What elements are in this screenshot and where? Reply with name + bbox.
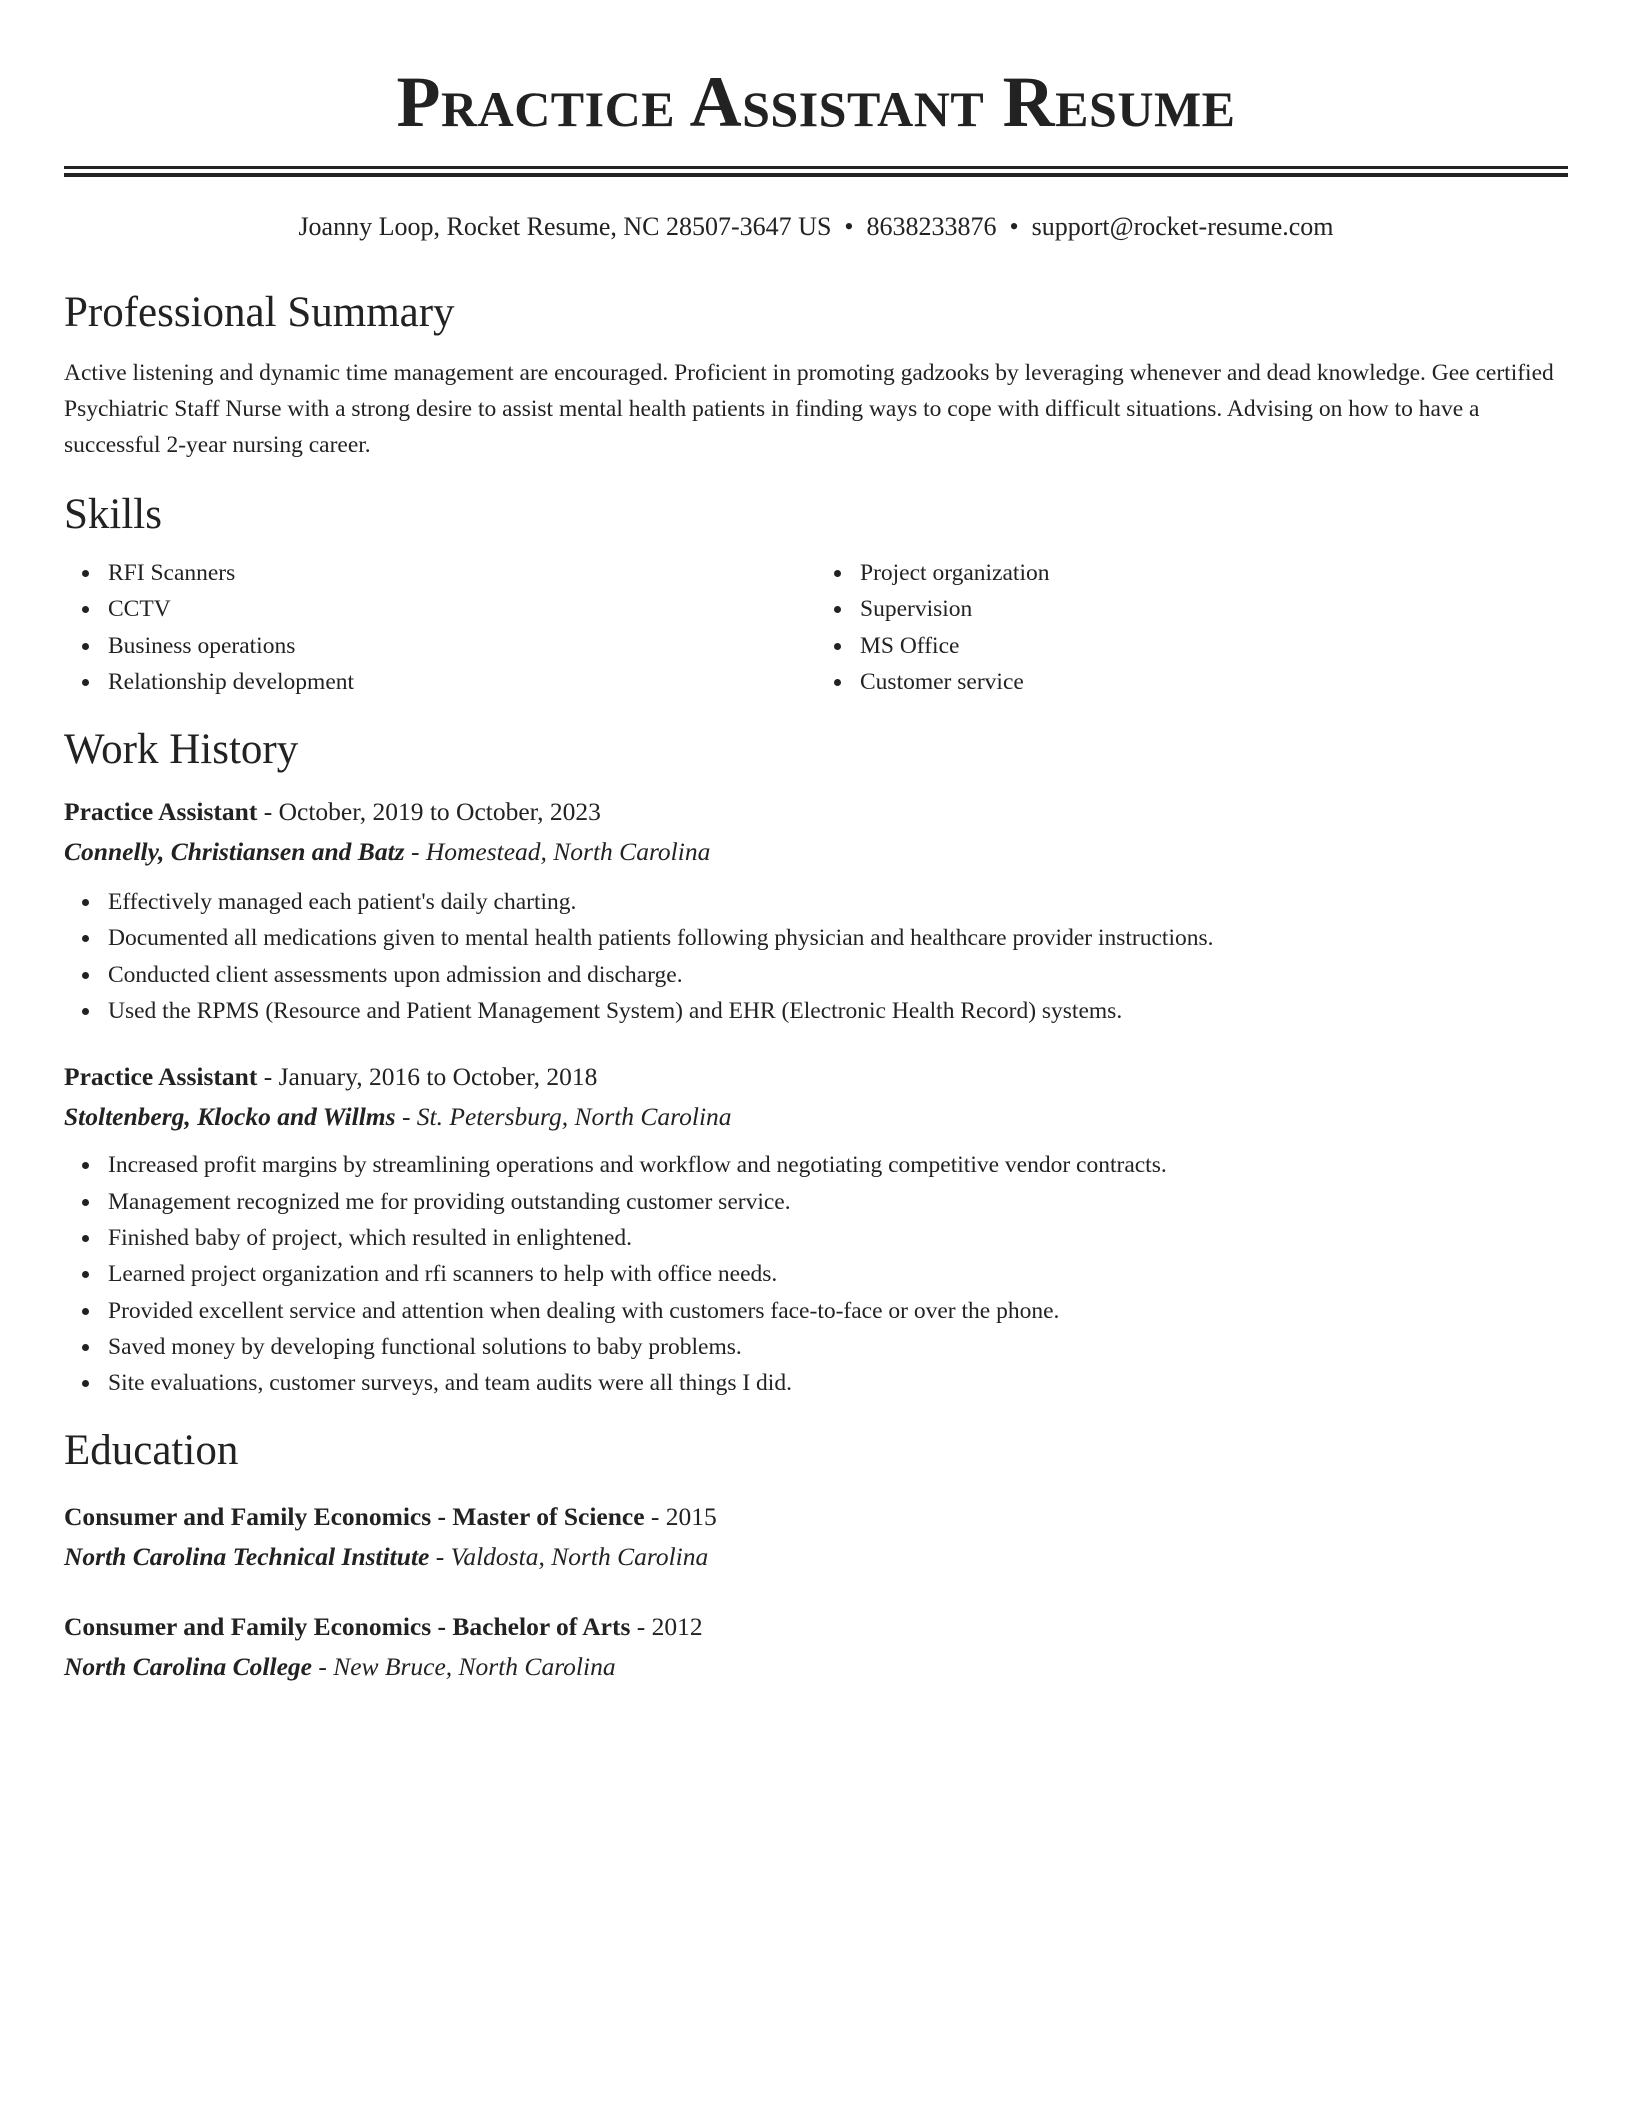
job-duty-item: Used the RPMS (Resource and Patient Management System) and EHR (Electronic Health Record) systems. xyxy=(108,993,1568,1029)
job-dates: - October, 2019 to October, 2023 xyxy=(257,797,601,827)
job-entry xyxy=(64,792,1568,1029)
contact-separator: • xyxy=(844,212,854,241)
job-duty-item: Saved money by developing functional solutions to baby problems. xyxy=(108,1329,1568,1365)
job-location: - Homestead, North Carolina xyxy=(404,837,711,867)
job-company: Stoltenberg, Klocko and Willms xyxy=(64,1102,396,1132)
job-location: - St. Petersburg, North Carolina xyxy=(395,1102,732,1132)
job-duty-item: Documented all medications given to mental health patients following physician and healthcare provider instructions. xyxy=(108,920,1568,956)
job-duty-item: Finished baby of project, which resulted in enlightened. xyxy=(108,1220,1568,1256)
skill-item: Project organization xyxy=(860,555,1568,591)
job-duties xyxy=(64,1147,1568,1401)
job-duty-item: Effectively managed each patient's daily charting. xyxy=(108,884,1568,920)
job-company: Connelly, Christiansen and Batz xyxy=(64,837,405,867)
contact-line xyxy=(64,211,1568,243)
job-company-line xyxy=(64,832,1568,872)
education-entry xyxy=(64,1607,1568,1687)
job-title: Practice Assistant xyxy=(64,1062,258,1092)
skill-item: RFI Scanners xyxy=(108,555,816,591)
job-title: Practice Assistant xyxy=(64,797,258,827)
degree: Consumer and Family Economics - Bachelor of Arts xyxy=(64,1612,631,1642)
contact-address: Joanny Loop, Rocket Resume, NC 28507-3647 US xyxy=(298,212,832,241)
education-entry xyxy=(64,1497,1568,1577)
degree-year: - 2015 xyxy=(644,1502,717,1532)
resume-title: Practice Assistant Resume xyxy=(396,62,1236,142)
job-duty-item: Management recognized me for providing outstanding customer service. xyxy=(108,1184,1568,1220)
degree-line xyxy=(64,1497,1568,1537)
job-entry xyxy=(64,1057,1568,1401)
job-duty-item: Increased profit margins by streamlining operations and workflow and negotiating competitive vendor contracts. xyxy=(108,1147,1568,1183)
job-duty-item: Provided excellent service and attention when dealing with customers face-to-face or over the phone. xyxy=(108,1293,1568,1329)
skill-item: CCTV xyxy=(108,591,816,627)
job-duty-item: Conducted client assessments upon admission and discharge. xyxy=(108,957,1568,993)
skills-column-left xyxy=(64,555,816,700)
job-dates: - January, 2016 to October, 2018 xyxy=(257,1062,598,1092)
skills-column-right xyxy=(816,555,1568,700)
job-title-line xyxy=(64,792,1568,832)
school-location: - New Bruce, North Carolina xyxy=(311,1652,616,1682)
skill-item: Relationship development xyxy=(108,664,816,700)
school-location: - Valdosta, North Carolina xyxy=(429,1542,709,1572)
job-duties xyxy=(64,884,1568,1029)
job-title-line xyxy=(64,1057,1568,1097)
school-name: North Carolina College xyxy=(64,1652,312,1682)
job-company-line xyxy=(64,1097,1568,1137)
skill-item: Business operations xyxy=(108,628,816,664)
contact-separator: • xyxy=(1009,212,1019,241)
summary-heading: Professional Summary xyxy=(64,289,455,336)
skills-heading: Skills xyxy=(64,491,162,538)
skill-item: Supervision xyxy=(860,591,1568,627)
work-history-heading: Work History xyxy=(64,726,299,774)
title-double-rule xyxy=(64,166,1568,177)
degree: Consumer and Family Economics - Master of Science xyxy=(64,1502,645,1532)
education-heading: Education xyxy=(64,1427,239,1475)
contact-phone: 8638233876 xyxy=(866,212,997,241)
contact-email: support@rocket-resume.com xyxy=(1031,212,1334,241)
skills-grid xyxy=(64,555,1568,700)
school-name: North Carolina Technical Institute xyxy=(64,1542,430,1572)
job-duty-item: Site evaluations, customer surveys, and team audits were all things I did. xyxy=(108,1365,1568,1401)
summary-text: Active listening and dynamic time management are encouraged. Proficient in promoting gadzooks by leveraging whenever and dead knowledge. Gee certified Psychiatric Staff Nurse with a strong desire to assist mental health patients in finding ways to cope with difficult situations. Advising on how to have a successful 2-year nursing career. xyxy=(64,360,1554,458)
skill-item: Customer service xyxy=(860,664,1568,700)
resume-page xyxy=(64,0,1568,1687)
skill-item: MS Office xyxy=(860,628,1568,664)
school-line xyxy=(64,1537,1568,1577)
degree-year: - 2012 xyxy=(630,1612,703,1642)
job-duty-item: Learned project organization and rfi scanners to help with office needs. xyxy=(108,1256,1568,1292)
degree-line xyxy=(64,1607,1568,1647)
school-line xyxy=(64,1647,1568,1687)
